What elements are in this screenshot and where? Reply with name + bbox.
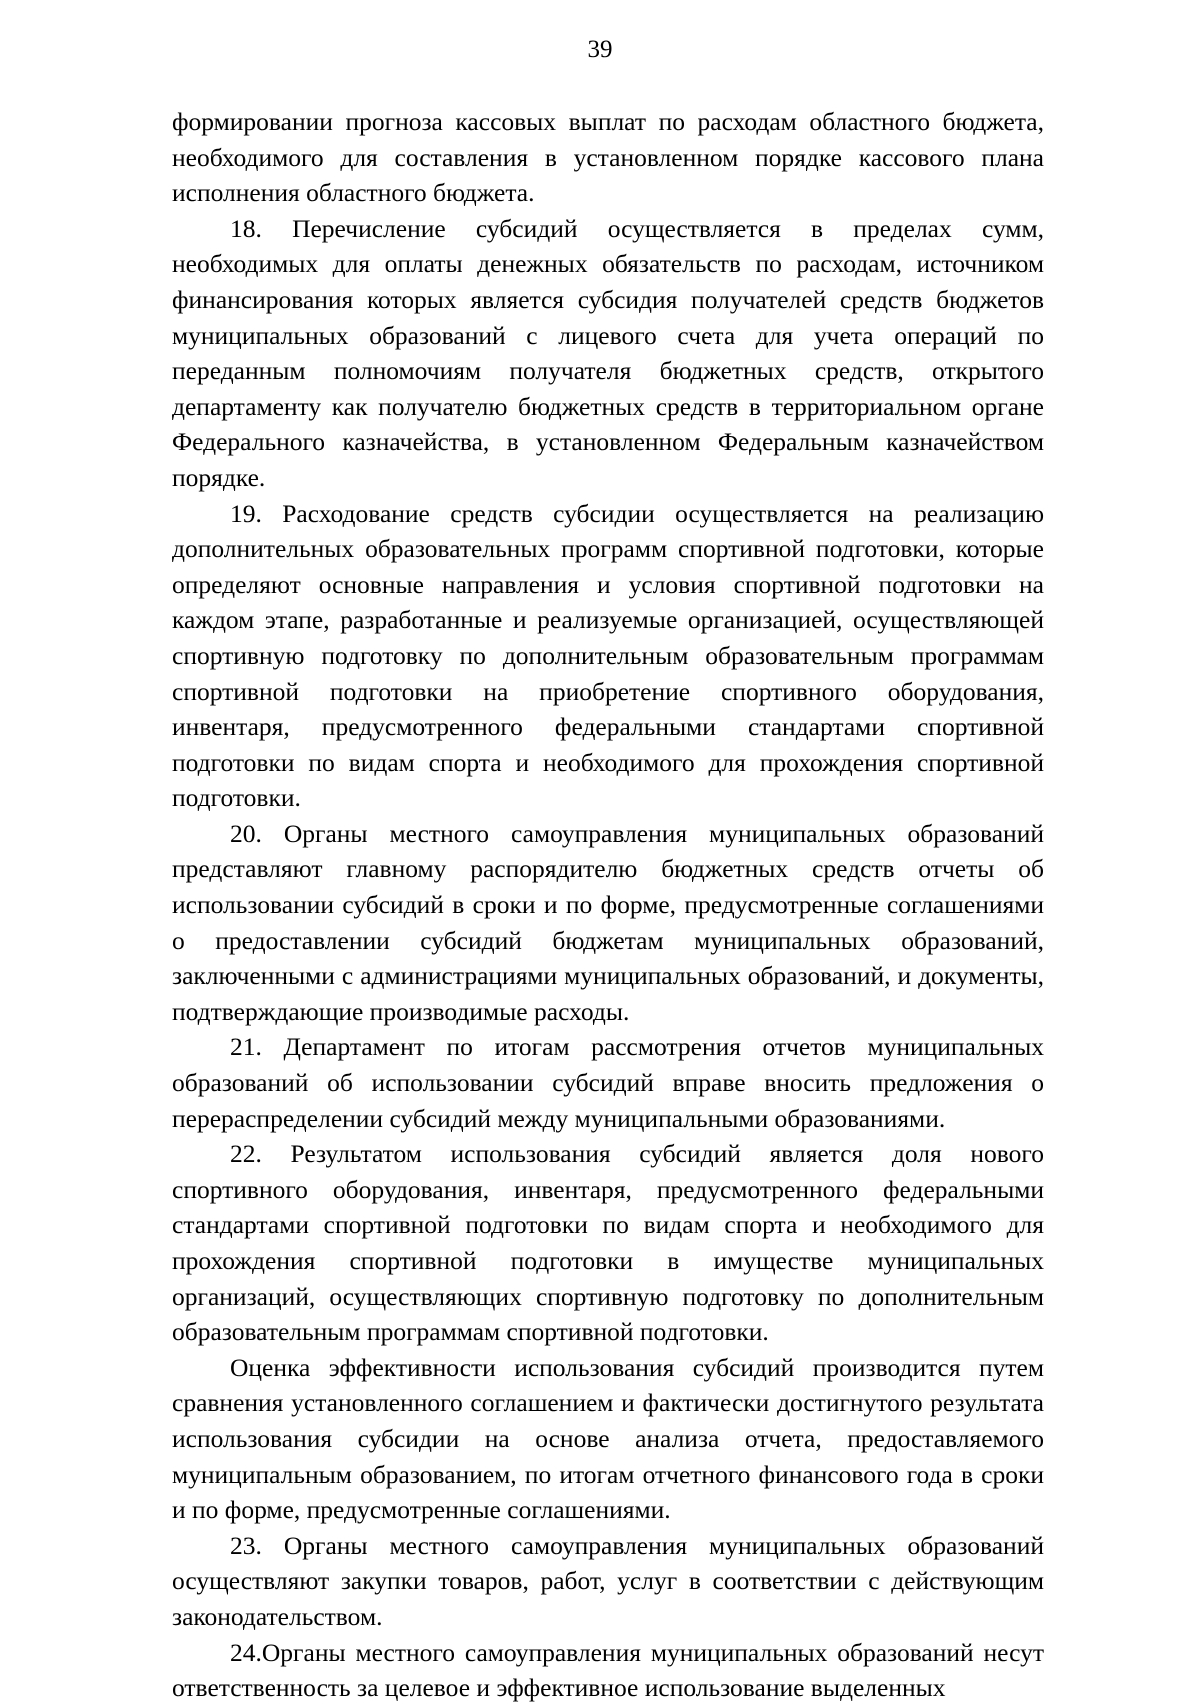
paragraph-20: 20. Органы местного самоуправления муниципальных образований представляют главному распорядителю бюджетных средств отчеты об использовании субсидий в сроки и по форме, предусмотренные соглашениями о предоставлении субсидий бюджетам муниципальных образований, заключенными с администрациями муниципальных образований, и документы, подтверждающие производимые расходы. xyxy=(172,818,1044,1026)
paragraph-22: 22. Результатом использования субсидий является доля нового спортивного оборудования, инвентаря, предусмотренного федеральными стандартами спортивной подготовки по видам спорта и необходимого для прохождения спортивной подготовки в имуществе муниципальных организаций, осуществляющих спортивную подготовку по дополнительным образовательным программам спортивной подготовки. xyxy=(172,1139,1044,1347)
paragraph-18: 18. Перечисление субсидий осуществляется в пределах сумм, необходимых для оплаты денежных обязательств по расходам, источником финансирования которых является субсидия получателей средств бюджетов муниципальных образований с лицевого счета для учета операций по переданным полномочиям получателя бюджетных средств, открытого департаменту как получателю бюджетных средств в территориальном органе Федерального казначейства, в установленном Федеральным казначейством порядке. xyxy=(172,213,1044,492)
paragraph-evaluation: Оценка эффективности использования субсидий производится путем сравнения установленного соглашением и фактически достигнутого результата использования субсидии на основе анализа отчета, предоставляемого муниципальным образованием, по итогам отчетного финансового года в сроки и по форме, предусмотренные соглашениями. xyxy=(172,1352,1044,1525)
page-number: 39 xyxy=(587,36,613,63)
paragraph-24: 24.Органы местного самоуправления муниципальных образований несут ответственность за целевое и эффективное использование выделенных xyxy=(172,1637,1044,1703)
paragraph-19: 19. Расходование средств субсидии осуществляется на реализацию дополнительных образовательных программ спортивной подготовки, которые определяют основные направления и условия спортивной подготовки на каждом этапе, разработанные и реализуемые организацией, осуществляющей спортивную подготовку по дополнительным образовательным программам спортивной подготовки на приобретение спортивного оборудования, инвентаря, предусмотренного федеральными стандартами спортивной подготовки по видам спорта и необходимого для прохождения спортивной подготовки. xyxy=(172,498,1044,813)
paragraph-23: 23. Органы местного самоуправления муниципальных образований осуществляют закупки товаров, работ, услуг в соответствии с действующим законодательством. xyxy=(172,1530,1044,1631)
paragraph-continued: формировании прогноза кассовых выплат по расходам областного бюджета, необходимого для составления в установленном порядке кассового плана исполнения областного бюджета. xyxy=(172,107,1044,208)
document-body xyxy=(172,104,1044,1706)
paragraph-21: 21. Департамент по итогам рассмотрения отчетов муниципальных образований об использовании субсидий вправе вносить предложения о перераспределении субсидий между муниципальными образованиями. xyxy=(172,1032,1044,1133)
